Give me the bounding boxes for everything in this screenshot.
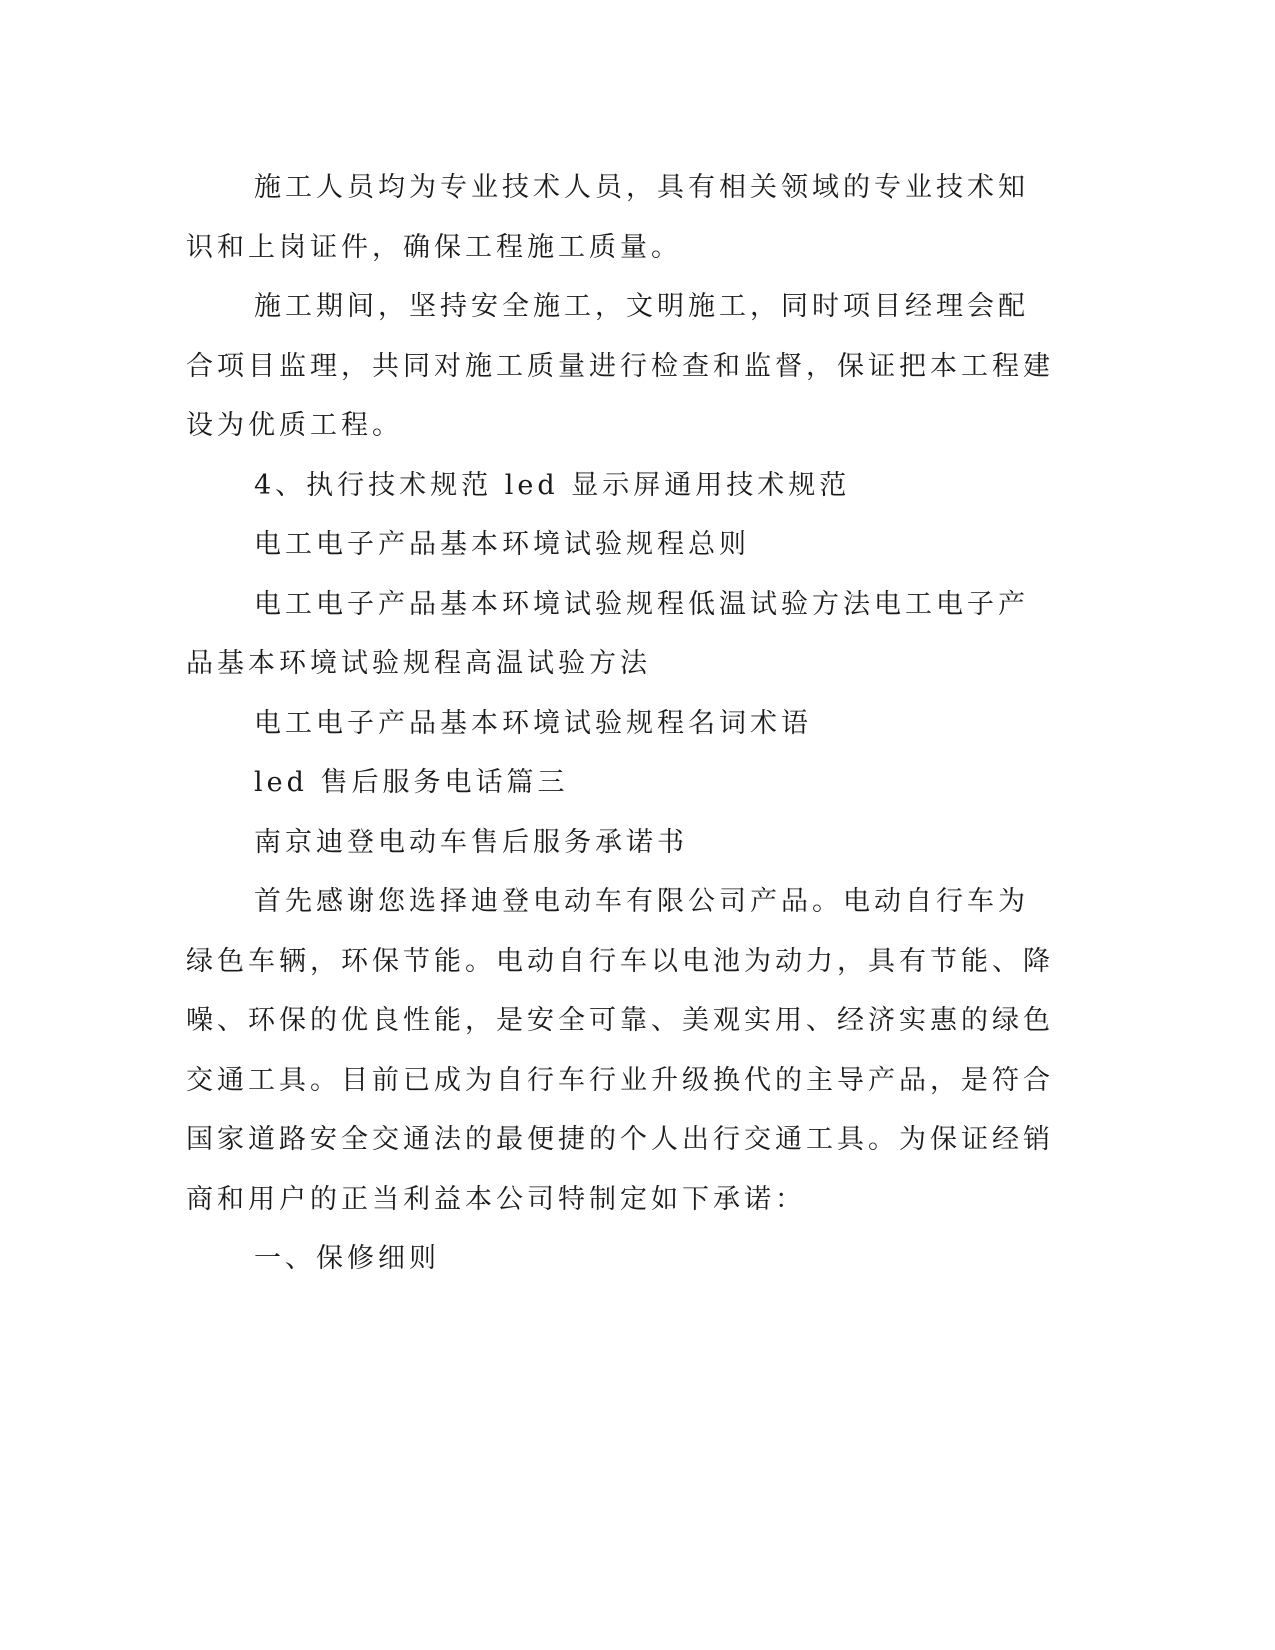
document-body xyxy=(186,158,1054,1289)
paragraph-construction-staff: 施工人员均为专业技术人员，具有相关领域的专业技术知识和上岗证件，确保工程施工质量。 xyxy=(186,172,1029,263)
section-heading-part-three: led 售后服务电话篇三 xyxy=(254,767,569,798)
section-heading-warranty: 一、保修细则 xyxy=(254,1243,440,1274)
paragraph-standard-terms: 电工电子产品基本环境试验规程名词术语 xyxy=(254,707,812,739)
paragraph-standard-temperature: 电工电子产品基本环境试验规程低温试验方法电工电子产品基本环境试验规程高温试验方法 xyxy=(186,588,1029,679)
paragraph-standard-general: 电工电子产品基本环境试验规程总则 xyxy=(254,529,750,560)
paragraph-technical-standards: 4、执行技术规范 led 显示屏通用技术规范 xyxy=(254,469,851,501)
paragraph-introduction: 首先感谢您选择迪登电动车有限公司产品。电动自行车为绿色车辆，环保节能。电动自行车以电池为动力，具有节能、降噪、环保的优良性能，是安全可靠、美观实用、经济实惠的绿色交通工具。目前已成为自行车行业升级换代的主导产品，是符合国家道路安全交通法的最便捷的个人出行交通工具。为保证经销商和用户的正当利益本公司特制定如下承诺： xyxy=(186,886,1054,1215)
document-title: 南京迪登电动车售后服务承诺书 xyxy=(254,826,688,858)
paragraph-construction-period: 施工期间，坚持安全施工，文明施工，同时项目经理会配合项目监理，共同对施工质量进行检查和监督，保证把本工程建设为优质工程。 xyxy=(186,291,1054,441)
